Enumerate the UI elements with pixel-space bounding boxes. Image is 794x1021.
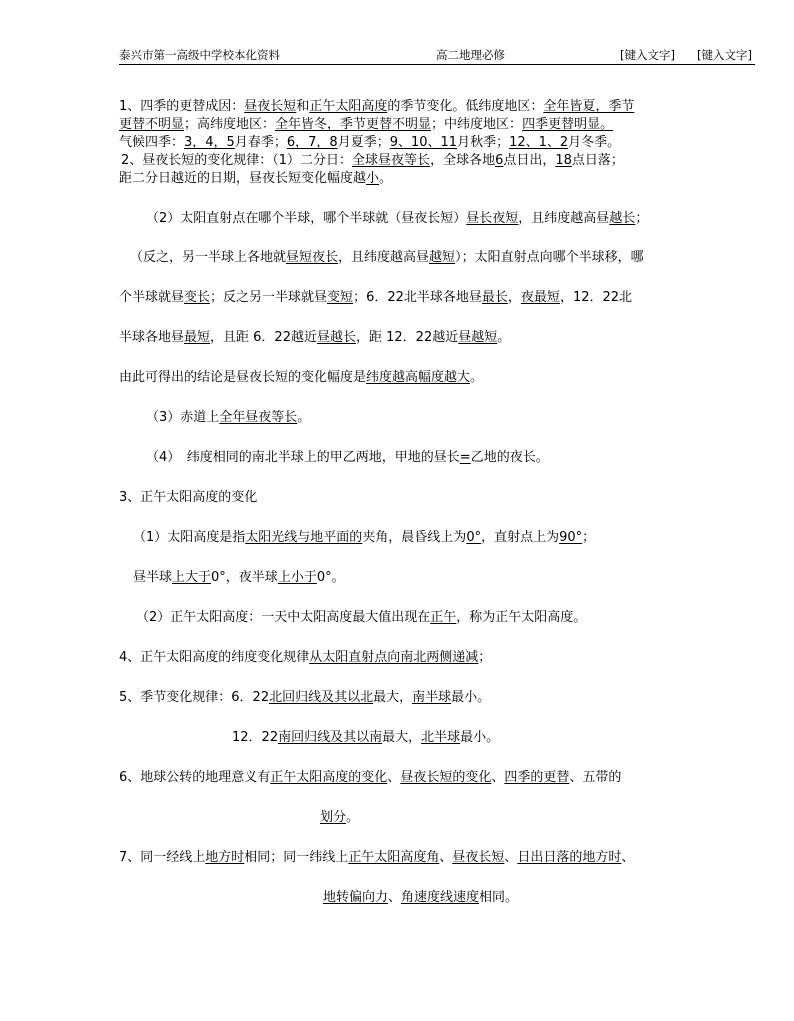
text-line — [119, 370, 483, 386]
text-run: ，且纬度越高昼 — [338, 250, 430, 265]
text-line — [119, 490, 257, 506]
underlined-answer: = — [459, 450, 471, 465]
text-run: ，距 12．22越近 — [356, 330, 459, 345]
text-run: ， — [507, 290, 521, 305]
underlined-answer: 正午太阳高度角 — [348, 850, 440, 865]
text-run: ，全球各地 — [430, 153, 496, 168]
header-course: 高二地理必修 — [436, 48, 505, 62]
underlined-answer: 正午太阳高度的变化 — [270, 770, 388, 785]
underlined-answer: 北回归线及其以北 — [269, 690, 374, 705]
text-run: 点日落； — [571, 153, 624, 168]
header-rule — [119, 64, 755, 65]
text-run: 月夏季； — [337, 135, 390, 150]
text-line — [130, 250, 644, 266]
text-run: ，12．22北 — [559, 290, 633, 305]
text-run: 和 — [296, 99, 310, 114]
text-line — [119, 99, 634, 115]
underlined-answer: 3，4，5 — [184, 135, 235, 150]
underlined-answer: 越短 — [429, 250, 456, 265]
underlined-answer: 18 — [555, 153, 572, 168]
text-run: （3）赤道上 — [146, 410, 220, 425]
text-run: 月春季； — [234, 135, 287, 150]
underlined-answer: 昼夜长短 — [244, 99, 297, 114]
text-line — [119, 290, 632, 306]
text-run: 最小。 — [460, 730, 500, 745]
underlined-answer: 6 — [495, 153, 504, 168]
text-run: 的季节变化。低纬度地区： — [387, 99, 544, 114]
underlined-answer: 四季更替明显。 — [522, 117, 614, 132]
text-line — [320, 810, 359, 826]
underlined-answer: 昼长夜短 — [466, 211, 519, 226]
underlined-answer: 12、1、2 — [509, 135, 569, 150]
text-run: 夹角，晨昏线上为 — [362, 530, 467, 545]
underlined-answer: 昼越长 — [316, 330, 356, 345]
text-run: 最小。 — [451, 690, 491, 705]
text-run: 4、正午太阳高度的纬度变化规律 — [119, 650, 310, 665]
text-line — [232, 730, 499, 746]
underlined-answer: 正午太阳高度 — [309, 99, 388, 114]
text-run: ）；太阳直射点向哪个半球移，哪 — [455, 250, 644, 265]
underlined-answer: 北半球 — [421, 730, 461, 745]
text-line — [119, 770, 621, 786]
text-line — [136, 610, 586, 626]
underlined-answer: 昼越短 — [458, 330, 498, 345]
text-line — [119, 690, 490, 706]
underlined-answer: 日出日落的地方时 — [517, 850, 622, 865]
underlined-answer: 四季的更替 — [504, 770, 570, 785]
text-run: 最大， — [382, 730, 422, 745]
underlined-answer: 小 — [366, 171, 380, 186]
underlined-answer: 全球昼夜等长 — [352, 153, 431, 168]
underlined-answer: 变长 — [184, 290, 211, 305]
text-line — [146, 450, 549, 466]
underlined-answer: 角速度线速度 — [401, 890, 480, 905]
text-run: 月冬季。 — [568, 135, 621, 150]
underlined-answer: 地方时 — [205, 850, 245, 865]
text-line — [133, 570, 345, 586]
text-run: 5、季节变化规律：6．22 — [119, 690, 270, 705]
text-run: 2、昼夜长短的变化规律：（1）二分日： — [121, 153, 353, 168]
underlined-answer: 昼夜长短 — [452, 850, 505, 865]
underlined-answer: 划分 — [320, 810, 347, 825]
underlined-answer: 9、10、11 — [389, 135, 458, 150]
text-line — [119, 850, 634, 866]
text-run: 月秋季； — [457, 135, 510, 150]
text-run: 1、四季的更替成因： — [119, 99, 245, 114]
text-line — [119, 330, 510, 346]
underlined-answer: 0° — [466, 530, 482, 545]
text-run: 相同；同一纬线上 — [244, 850, 349, 865]
text-run: ，且纬度越高昼 — [518, 211, 610, 226]
underlined-answer: 6，7，8 — [286, 135, 338, 150]
underlined-answer: 南半球 — [412, 690, 452, 705]
text-line — [323, 890, 518, 906]
underlined-answer: 地转偏向力 — [323, 890, 389, 905]
underlined-answer: 南回归线及其以南 — [278, 730, 383, 745]
text-run: 0°。 — [316, 570, 345, 585]
text-line — [146, 410, 310, 426]
text-run: （反之，另一半球上各地就 — [130, 250, 287, 265]
text-run: 3、正午太阳高度的变化 — [119, 490, 258, 505]
text-run: 。 — [297, 410, 311, 425]
text-run: 7、同一经线上 — [119, 850, 206, 865]
text-run: 距二分日越近的日期，昼夜长短变化幅度越 — [119, 171, 367, 186]
underlined-answer: 全年昼夜等长 — [219, 410, 298, 425]
underlined-answer: 昼短夜长 — [286, 250, 339, 265]
text-run: （2）太阳直射点在哪个半球，哪个半球就（昼夜长短） — [146, 211, 467, 226]
text-run: 、五带的 — [569, 770, 622, 785]
text-run: ；6．22北半球各地昼 — [353, 290, 482, 305]
underlined-answer: 正午 — [430, 610, 457, 625]
text-run: 、 — [491, 770, 505, 785]
text-line — [119, 135, 620, 151]
text-run: 12．22 — [232, 730, 279, 745]
text-line — [119, 171, 392, 187]
text-line — [146, 211, 648, 227]
text-run: 昼半球 — [133, 570, 173, 585]
text-run: 、 — [387, 770, 401, 785]
underlined-answer: 最短 — [184, 330, 211, 345]
underlined-answer: 太阳光线与地平面的 — [245, 530, 363, 545]
underlined-answer: 90° — [559, 530, 583, 545]
text-run: 由此可得出的结论是昼夜长短的变化幅度是 — [119, 370, 367, 385]
text-run: 最大， — [373, 690, 413, 705]
underlined-answer: 夜最短 — [520, 290, 560, 305]
text-run: 。 — [497, 330, 511, 345]
text-run: ； — [478, 650, 492, 665]
underlined-answer: 全年皆冬，季节更替不明显 — [275, 117, 432, 132]
text-run: ；中纬度地区： — [431, 117, 523, 132]
underlined-answer: 全年皆夏，季节 — [543, 99, 635, 114]
underlined-answer: 越长 — [609, 211, 636, 226]
underlined-answer: 从太阳直射点向南北两侧递减 — [309, 650, 479, 665]
text-run: 。 — [346, 810, 360, 825]
header-placeholder-1[interactable]: [键入文字] — [620, 48, 675, 62]
text-run: 个半球就昼 — [119, 290, 185, 305]
text-run: 乙地的夜长。 — [470, 450, 549, 465]
text-run: 。 — [470, 370, 484, 385]
text-run: 。 — [379, 171, 393, 186]
text-run: 半球各地昼 — [119, 330, 185, 345]
text-run: 、 — [504, 850, 518, 865]
text-run: ； — [635, 211, 649, 226]
text-run: 、 — [388, 890, 402, 905]
text-run: 气候四季： — [119, 135, 185, 150]
underlined-answer: 更替不明显 — [119, 117, 185, 132]
text-run: （2）正午太阳高度：一天中太阳高度最大值出现在 — [136, 610, 431, 625]
text-run: ，且距 6．22越近 — [210, 330, 317, 345]
text-run: 6、地球公转的地理意义有 — [119, 770, 271, 785]
text-run: ，直射点上为 — [481, 530, 560, 545]
text-run: ； — [582, 530, 596, 545]
header-placeholder-2[interactable]: [键入文字] — [697, 48, 752, 62]
underlined-answer: 变短 — [327, 290, 354, 305]
header-school: 泰兴市第一高级中学校本化资料 — [119, 48, 280, 62]
underlined-answer: 昼夜长短的变化 — [400, 770, 492, 785]
text-run: 、 — [439, 850, 453, 865]
text-run: ；高纬度地区： — [184, 117, 276, 132]
text-run: 相同。 — [479, 890, 519, 905]
text-run: ，称为正午太阳高度。 — [456, 610, 587, 625]
text-run: 0°，夜半球 — [211, 570, 278, 585]
text-line — [133, 530, 595, 546]
text-run: 点日出， — [503, 153, 556, 168]
text-line — [121, 153, 624, 169]
underlined-answer: 上小于 — [277, 570, 317, 585]
underlined-answer: 上大于 — [172, 570, 212, 585]
text-run: （1）太阳高度是指 — [133, 530, 246, 545]
text-run: 、 — [621, 850, 635, 865]
text-run: ；反之另一半球就昼 — [210, 290, 328, 305]
text-run: （4） 纬度相同的南北半球上的甲乙两地，甲地的昼长 — [146, 450, 460, 465]
text-line — [119, 650, 491, 666]
underlined-answer: 最长 — [481, 290, 508, 305]
underlined-answer: 纬度越高幅度越大 — [366, 370, 471, 385]
text-line — [119, 117, 613, 133]
